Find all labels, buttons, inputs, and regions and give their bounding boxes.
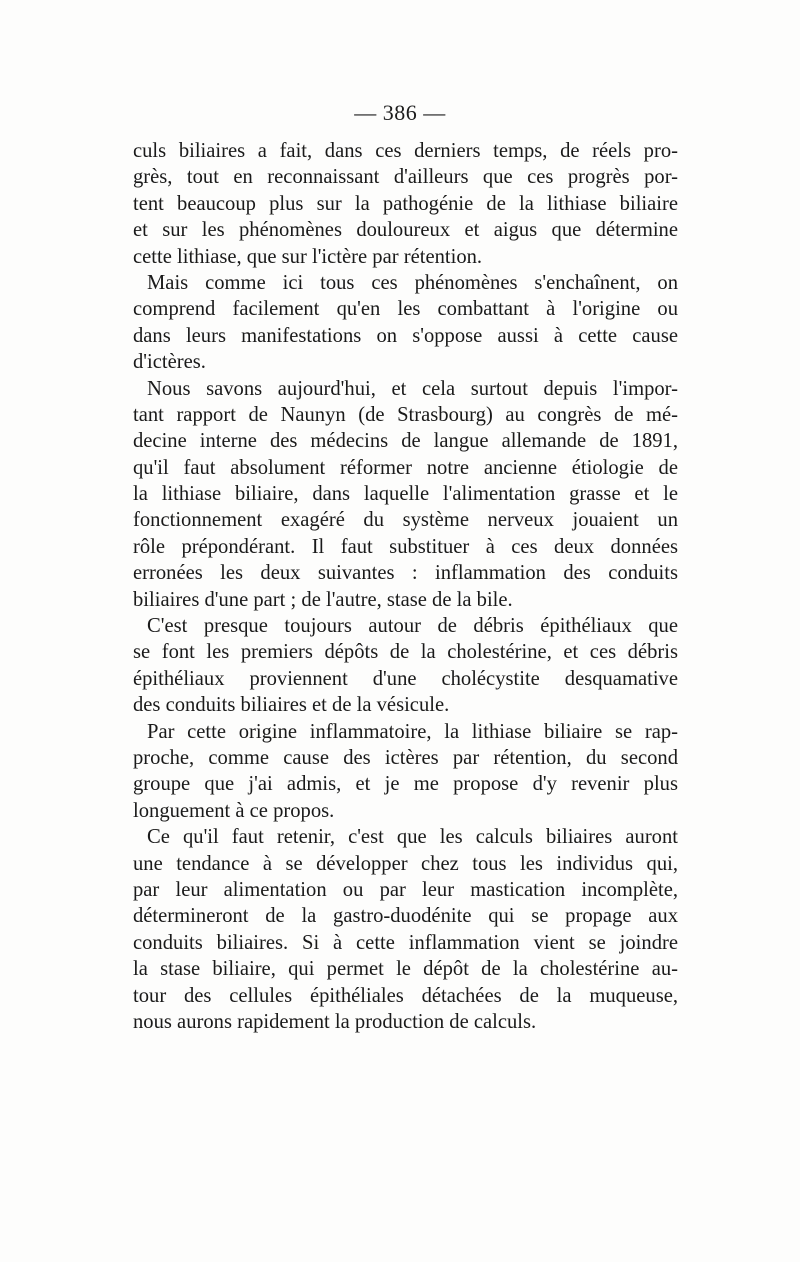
text-line: biliaires d'une part ; de l'autre, stase de la bile. [133,588,513,611]
text-line: decine interne des médecins de langue allemande de 1891, [133,430,678,453]
paragraph [133,376,678,614]
text-line: culs biliaires a fait, dans ces derniers temps, de réels pro- [133,140,678,162]
text-line: grès, tout en reconnaissant d'ailleurs que ces progrès por- [133,166,678,189]
text-line: dans leurs manifestations on s'oppose aussi à cette cause [133,324,678,347]
text-line: rôle prépondérant. Il faut substituer à ces deux données [133,535,678,558]
text-line: Par cette origine inflammatoire, la lithiase biliaire se rap- [147,720,678,743]
paragraph [133,138,678,270]
text-line: Mais comme ici tous ces phénomènes s'enchaînent, on [147,271,678,294]
text-line: longuement à ce propos. [133,799,335,822]
text-line: erronées les deux suivantes : inflammation des conduits [133,562,678,585]
text-line: tent beaucoup plus sur la pathogénie de la lithiase biliaire [133,192,678,215]
text-line: groupe que j'ai admis, et je me propose d'y revenir plus [133,773,678,796]
text-line: épithéliaux proviennent d'une cholécystite desquamative [133,667,678,690]
text-line: tour des cellules épithéliales détachées de la muqueuse, [133,984,678,1007]
text-line: proche, comme cause des ictères par rétention, du second [133,746,678,769]
text-line: cette lithiase, que sur l'ictère par rétention. [133,245,483,268]
page-number: — 386 — [354,100,446,125]
text-line: C'est presque toujours autour de débris épithéliaux que [147,615,678,638]
text-line: fonctionnement exagéré du système nerveux jouaient un [133,509,678,532]
text-line: une tendance à se développer chez tous les individus qui, [133,852,678,875]
text-line: détermineront de la gastro-duodénite qui se propage aux [133,905,678,928]
text-line: comprend facilement qu'en les combattant à l'origine ou [133,298,678,321]
text-line: se font les premiers dépôts de la cholestérine, et ces débris [133,641,678,664]
paragraph [133,719,678,825]
text-line: nous aurons rapidement la production de calculs. [133,1010,537,1033]
text-line: la stase biliaire, qui permet le dépôt de la cholestérine au- [133,958,678,981]
text-line: tant rapport de Naunyn (de Strasbourg) au congrès de mé- [133,403,678,426]
text-line: Nous savons aujourd'hui, et cela surtout depuis l'impor- [147,377,678,400]
text-line: la lithiase biliaire, dans laquelle l'alimentation grasse et le [133,483,678,506]
text-line: Ce qu'il faut retenir, c'est que les calculs biliaires auront [147,826,678,849]
text-line: par leur alimentation ou par leur mastication incomplète, [133,878,678,901]
paragraph [133,270,678,376]
paragraph [133,824,678,1035]
paragraph [133,613,678,719]
text-line: et sur les phénomènes douloureux et aigus que détermine [133,219,678,242]
text-line: conduits biliaires. Si à cette inflammation vient se joindre [133,931,678,954]
text-line: d'ictères. [133,351,206,374]
text-line: des conduits biliaires et de la vésicule. [133,694,450,717]
text-line: qu'il faut absolument réformer notre ancienne étiologie de [133,456,678,479]
body-text [133,138,678,1035]
